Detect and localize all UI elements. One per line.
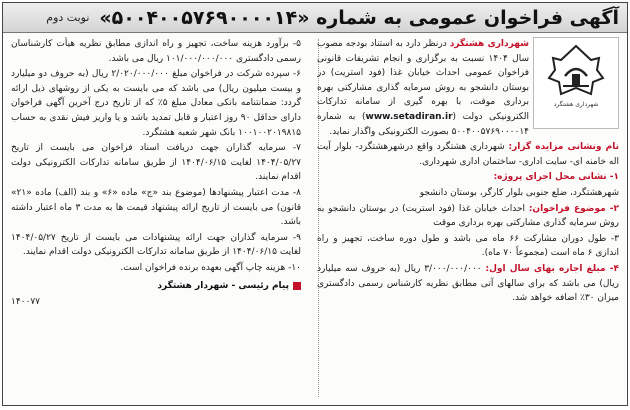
municipality-emblem-icon bbox=[545, 42, 607, 100]
intro-tail: به شماره ۵۰۰۴۰۰۵۷۶۹۰۰۰۰۱۴ بصورت الکترونیکی واگذار نماید. bbox=[317, 111, 529, 137]
auctioneer-address bbox=[317, 140, 619, 169]
announcement-page bbox=[2, 2, 628, 406]
signature-text: پیام رئیسی - شهردار هشتگرد bbox=[157, 280, 289, 291]
ad-code: ۱۴۰۰۷۷ bbox=[11, 297, 41, 308]
section-4 bbox=[317, 262, 619, 306]
section-9: ۹- سرمایه گذاران جهت ارائه پیشنهادات می بایست از تاریخ ۱۴۰۴/۰۵/۲۷ لغایت ۱۴۰۴/۰۶/۱۵ از طریق سامانه تدارکات الکترونیکی دولت اقدام نمایند. bbox=[11, 232, 301, 258]
auctioneer-address-text: شهرداری هشتگرد واقع درشهرهشتگرد- بلوار آیت اله خامنه ای- سایت اداری- ساختمان اداری شهرداری. bbox=[317, 142, 619, 167]
section-3: ۳- طول دوران مشارکت ۶۶ ماه می باشد و طول دوره ساخت، تجهیز و راه اندازی ۶ ماه است (مجموعاً ۷۰ ماه). bbox=[317, 233, 619, 259]
section-2-text: احداث خیابان غذا (فود استریت) در بوستان دانشجو به روش سرمایه گذاری مشارکتی بهره برداری موقت bbox=[317, 203, 619, 229]
publication-turn: نوبت دوم bbox=[46, 11, 90, 24]
intro-paragraph: شهرداری هشتگرد درنظر دارد به استناد بودجه مصوب سال ۱۴۰۴ نسبت به برگزاری و انجام تشریفات قانونی فراخوان عمومی احداث خیابان غذا (فود استریت) در بوستان دانشجو به روش سرمایه گذاری مشارکتی بهره برداری موقت، با بهره گیری از سامانه تدارکات الکترونیکی دولت (www.setadiran.ir) به شماره ۵۰۰۴۰۰۵۷۶۹۰۰۰۰۱۴ بصورت الکترونیکی واگذار نماید. bbox=[317, 39, 529, 137]
signature-marker-icon bbox=[293, 282, 301, 290]
section-5: ۵- برآورد هزینه ساخت، تجهیز و راه اندازی مطابق نظریه هیأت کارشناسان رسمی دادگستری ۱۰۱/۰۰۰/۰۰۰/۰۰۰ ریال می باشد. bbox=[11, 39, 301, 64]
auctioneer-address-label: نام ونشانی مزایده گزار: bbox=[508, 142, 619, 153]
intro-text: درنظر دارد به استناد بودجه مصوب سال ۱۴۰۴ نسبت به برگزاری و انجام تشریفات قانونی فراخوان عمومی احداث خیابان غذا (فود استریت) در بوستان دانشجو به روش سرمایه گذاری مشارکتی بهره برداری موقت، با بهره گیری از سامانه تدارکات الکترونیکی دولت bbox=[317, 39, 529, 122]
section-2 bbox=[317, 202, 619, 231]
section-10: ۱۰- هزینه چاپ آگهی بعهده برنده فراخوان است. bbox=[120, 262, 301, 273]
left-column bbox=[11, 37, 301, 399]
municipality-name: شهرداری هشتگرد bbox=[449, 39, 529, 49]
logo-caption: شهرداری هشتگرد bbox=[553, 101, 599, 108]
right-column bbox=[317, 37, 619, 399]
section-1-title: ۱- نشانی محل اجرای پروژه: bbox=[493, 172, 619, 183]
section-6: ۶- سپرده شرکت در فراخوان مبلغ ۲/۰۲۰/۰۰۰/۰۰۰ ریال (به حروف دو میلیارد و بیست میلیون ریال) می باشد که می بایست به یکی از روشهای ذیل ارائه گردد: ضمانتنامه بانکی معادل مبلغ ۵٪ که از تاریخ درج آخرین آگهی فراخوان دارای حداقل ۹۰ روز اعتبار و قابل تمدید باشد و یا واریز فیش نقدی به حساب ۱۰۰۱۰۰۲۰۱۹۸۱۵ بانک شهر شعبه هشتگرد. bbox=[11, 69, 301, 138]
announcement-header bbox=[3, 3, 627, 33]
signature-line bbox=[11, 279, 301, 294]
section-8: ۸- مدت اعتبار پیشنهادها (موضوع بند «ج» ماده «۶» و بند (الف) ماده «۲۱» قانون) می بایست از تاریخ ارائه پیشنهاد قیمت ها به مدت ۳ ماه اعتبار داشته باشد. bbox=[11, 187, 301, 228]
announcement-title: آگهی فراخوان عمومی به شماره «۵۰۰۴۰۰۵۷۶۹۰۰۰۰۱۴» bbox=[99, 6, 619, 29]
section-4-label: ۴- مبلغ اجاره بهای سال اول: bbox=[485, 263, 619, 274]
section-1-text: شهرهشتگرد، ضلع جنوبی بلوار کارگر، بوستان دانشجو bbox=[419, 187, 619, 198]
municipality-logo bbox=[533, 37, 619, 129]
setadiran-link[interactable]: www.setadiran.ir bbox=[365, 111, 453, 122]
section-7: ۷- سرمایه گذاران جهت دریافت اسناد فراخوان می بایست از تاریخ ۱۴۰۴/۰۵/۲۷ لغایت ۱۴۰۴/۰۶/۱۵ از طریق سامانه تدارکات الکترونیکی دولت اقدام نمایند. bbox=[11, 143, 301, 183]
section-4-text: ۳/۰۰۰/۰۰۰/۰۰۰ ریال (به حروف سه میلیارد ریال) می باشد که برای سالهای آتی مطابق نظریه کارشناس رسمی دادگستری میزان ۳۰٪ اضافه خواهد شد. bbox=[317, 263, 619, 304]
section-2-label: ۲- موضوع فراخوان: bbox=[528, 203, 619, 214]
